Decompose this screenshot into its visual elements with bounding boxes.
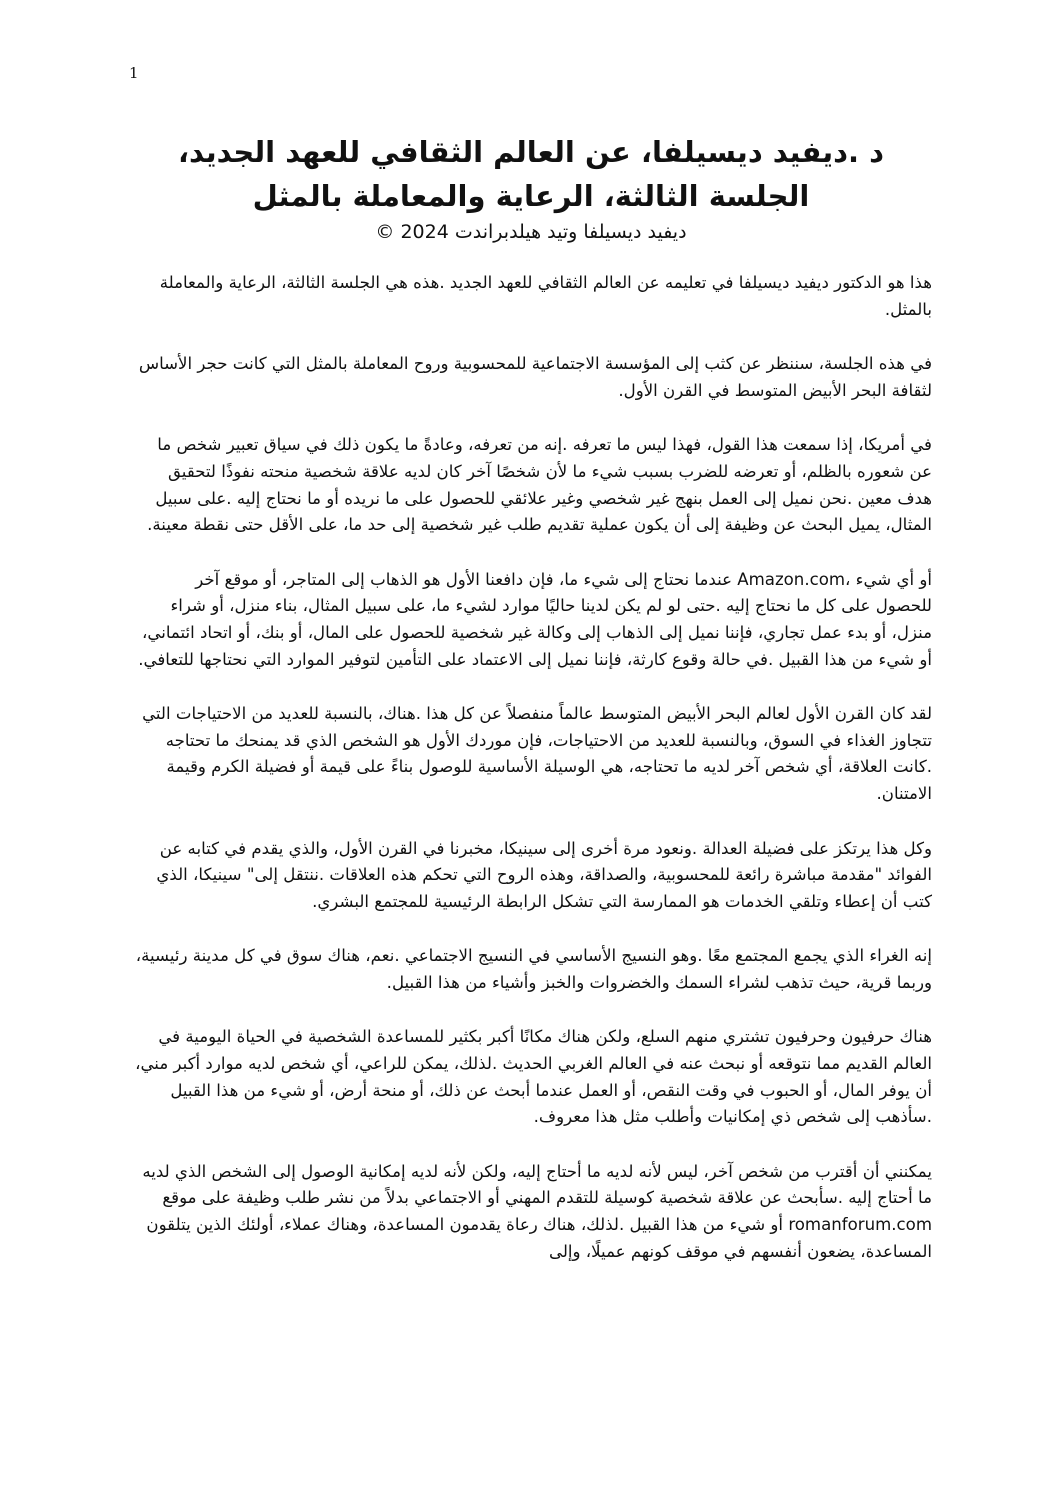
paragraph: في أمريكا، إذا سمعت هذا القول، فهذا ليس ما تعرفه .إنه من تعرفه، وعادةً ما يكون ذلك في سياق تعبير شخص ما عن شعوره بالظلم، أو تعرضه للضرب بسبب شيء ما لأن شخصًا آخر كان لديه علاقة شخصية منحته نفوذًا لتحقيق هدف معين .نحن نميل إلى العمل بنهج غير شخصي وغير علائقي للحصول على ما نريده أو ما نحتاج إليه .على سبيل المثال، يميل البحث عن وظيفة إلى أن يكون عملية تقديم طلب غير شخصية إلى حد ما، على الأقل حتى نقطة معينة.: [147, 435, 932, 535]
document-body: [134, 270, 932, 1293]
paragraph: هناك حرفيون وحرفيون تشتري منهم السلع، ولكن هناك مكانًا أكبر بكثير للمساعدة الشخصية في الحياة اليومية في العالم القديم مما نتوقعه أو نبحث عنه في العالم الغربي الحديث .لذلك، يمكن للراعي، أي شخص لديه موارد أكبر مني، أن يوفر المال، أو الحبوب في وقت النقص، أو العمل عندما أبحث عن ذلك، أو منحة أرض، أو شيء من هذا القبيل .سأذهب إلى شخص ذي إمكانيات وأطلب مثل هذا معروف.: [135, 1027, 932, 1127]
paragraph: في هذه الجلسة، سننظر عن كثب إلى المؤسسة الاجتماعية للمحسوبية وروح المعاملة بالمثل التي كانت حجر الأساس لثقافة البحر الأبيض المتوسط في القرن الأول.: [138, 354, 932, 400]
paragraph: إنه الغراء الذي يجمع المجتمع معًا .وهو النسيج الأساسي في النسيج الاجتماعي .نعم، هناك سوق في كل مدينة رئيسية، وربما قرية، حيث تذهب لشراء السمك والخضروات والخبز وأشياء من هذا القبيل.: [135, 946, 932, 992]
page-number: 1: [129, 64, 139, 82]
paragraph: أو أي شيء ،Amazon.com عندما نحتاج إلى شيء ما، فإن دافعنا الأول هو الذهاب إلى المتاجر، أو موقع آخر للحصول على كل ما نحتاج إليه .حتى لو لم يكن لدينا حاليًا موارد لشيء ما، على سبيل المثال، بناء منزل، أو شراء منزل، أو بدء عمل تجاري، فإننا نميل إلى الذهاب إلى وكالة غير شخصية للحصول على المال، أو بنك، أو اتحاد ائتماني، أو شيء من هذا القبيل .في حالة وقوع كارثة، فإننا نميل إلى الاعتماد على التأمين لتوفير الموارد التي نحتاجها للتعافي.: [138, 569, 932, 669]
paragraph: لقد كان القرن الأول لعالم البحر الأبيض المتوسط عالماً منفصلاً عن كل هذا .هناك، بالنسبة للعديد من الاحتياجات التي تتجاوز الغذاء في السوق، وبالنسبة للعديد من الاحتياجات، فإن موردك الأول هو الشخص الذي قد يمنحك ما تحتاجه .كانت العلاقة، أي شخص آخر لديه ما تحتاجه، هي الوسيلة الأساسية للوصول بناءً على قيمة أو فضيلة الكرم وقيمة الامتنان.: [142, 704, 932, 803]
copyright-line: ديفيد ديسيلفا وتيد هيلدبراندت 2024 ©: [375, 221, 687, 243]
paragraph: هذا هو الدكتور ديفيد ديسيلفا في تعليمه عن العالم الثقافي للعهد الجديد .هذه هي الجلسة الثالثة، الرعاية والمعاملة بالمثل.: [159, 273, 932, 319]
paragraph: يمكنني أن أقترب من شخص آخر، ليس لأنه لديه ما أحتاج إليه، ولكن لأنه لديه إمكانية الوصول إلى الشخص الذي لديه ما أحتاج إليه .سأبحث عن علاقة شخصية كوسيلة للتقدم المهني أو الاجتماعي بدلاً من نشر طلب وظيفة على موقع romanforum.com أو شيء من هذا القبيل .لذلك، هناك رعاة يقدمون المساعدة، وهناك عملاء، أولئك الذين يتلقون المساعدة، يضعون أنفسهم في موقف كونهم عميلًا، وإلى: [142, 1161, 932, 1261]
paragraph: وكل هذا يرتكز على فضيلة العدالة .ونعود مرة أخرى إلى سينيكا، مخبرنا في القرن الأول، والذي يقدم في كتابه عن الفوائد "مقدمة مباشرة رائعة للمحسوبية، والصداقة، وهذه الروح التي تحكم هذه العلاقات .ننتقل إلى" سينيكا، الذي كتب أن إعطاء وتلقي الخدمات هو الممارسة التي تشكل الرابطة الرئيسية للمجتمع البشري.: [156, 838, 932, 911]
document-title: د .ديفيد ديسيلفا، عن العالم الثقافي للعهد الجديد، الجلسة الثالثة، الرعاية والمعاملة بالمثل: [177, 135, 885, 213]
title-block: [150, 130, 912, 246]
